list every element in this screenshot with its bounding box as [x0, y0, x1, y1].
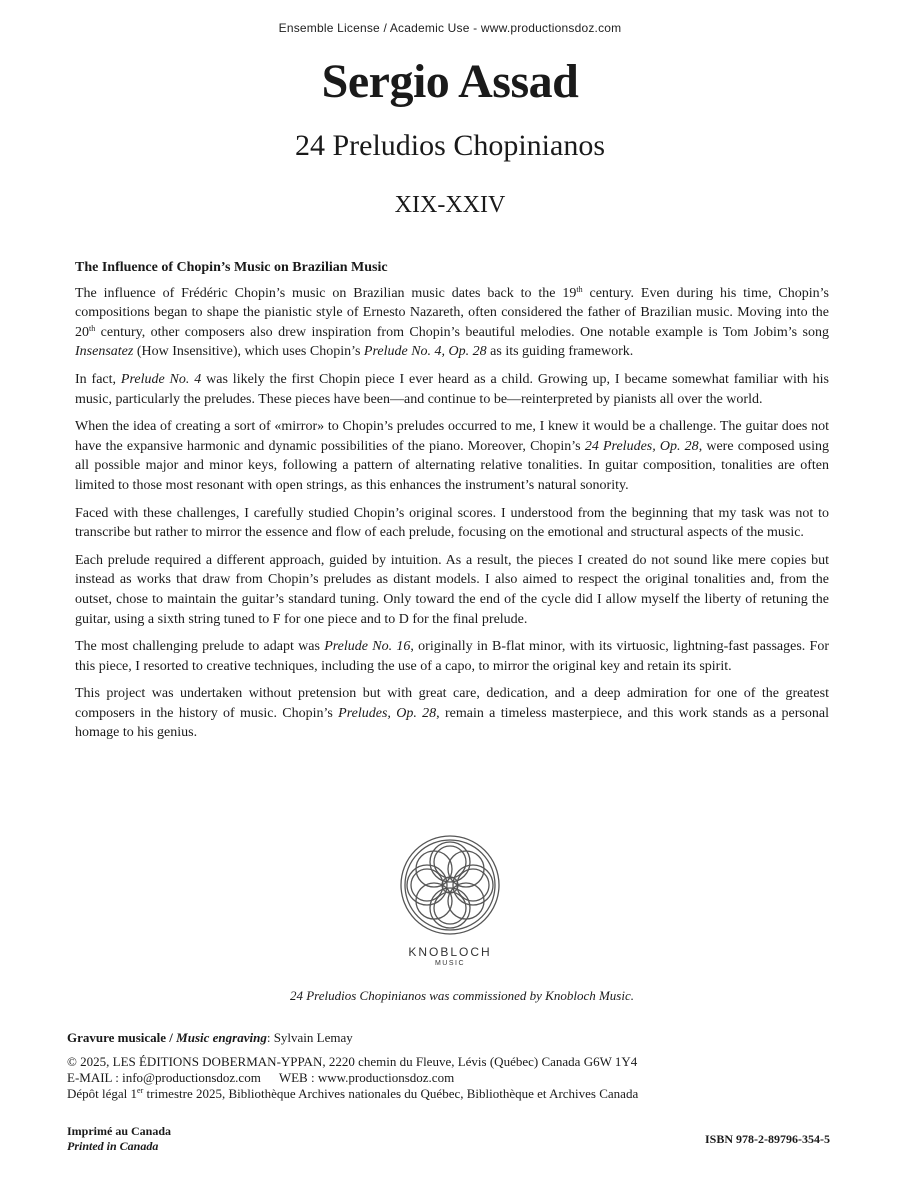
license-notice: Ensemble License / Academic Use - www.productionsdoz.com	[278, 21, 622, 35]
logo-subtitle: MUSIC	[434, 960, 466, 967]
engraving-label-fr: Gravure musicale /	[67, 1030, 173, 1045]
isbn: ISBN 978-2-89796-354-5	[705, 1132, 830, 1146]
essay-paragraph-2	[75, 370, 829, 409]
text: , remain a timeless masterpiece, and this work stands as a personal homage to his genius.	[75, 705, 829, 741]
text: The most challenging prelude to adapt was	[75, 639, 325, 655]
superscript: er	[137, 1086, 144, 1095]
essay-paragraph-1	[75, 284, 829, 362]
essay-paragraph-3	[75, 417, 829, 495]
legal-deposit-line	[67, 1086, 847, 1102]
engraving-label-en: Music engraving	[176, 1030, 267, 1045]
logo-name: KNOBLOCH	[408, 945, 492, 959]
web-text: WEB : www.productionsdoz.com	[278, 1070, 455, 1085]
text: , were composed using all possible major and minor keys, following a pattern of alternating relative tonalities. In guitar composition, tonalities are often limited to those most resonant with open strings, as this enhances the instrument’s natural sonority.	[75, 438, 829, 493]
work-title: 24 Preludios Chopinianos	[294, 129, 605, 162]
superscript: th	[576, 284, 583, 294]
text: When the idea of creating a sort of «mirror» to Chopin’s preludes occurred to me, I knew it would be a challenge. The guitar does not have the expansive harmonic and dynamic possibilities of the piano. Moreover, Chopin’s	[75, 419, 829, 454]
contact-line	[67, 1070, 847, 1086]
essay	[75, 258, 829, 751]
essay-paragraph-7	[75, 684, 829, 743]
credits	[67, 1030, 847, 1102]
copyright-line: © 2025, LES ÉDITIONS DOBERMAN-YPPAN, 2220 chemin du Fleuve, Lévis (Québec) Canada G6W 1Y4	[67, 1054, 638, 1069]
printed-in	[67, 1124, 171, 1154]
text: century. Even during his time, Chopin’s compositions began to shape the pianistic style of Ernesto Nazareth, often considered the father of Brazilian music. Moving into the 20	[75, 285, 829, 340]
work-reference: Prelude No. 4	[120, 371, 202, 387]
work-reference: Prelude No. 4, Op. 28	[363, 344, 487, 360]
text: was likely the first Chopin piece I ever heard as a child. Growing up, I became somewhat familiar with his music, particularly the preludes. These pieces have been—and continue to be—reinterpreted by pianists all over the world.	[75, 371, 829, 407]
engraver-name: : Sylvain Lemay	[266, 1030, 353, 1045]
publisher-logo	[393, 832, 507, 972]
work-reference: Prelude No. 16	[324, 639, 411, 655]
essay-heading: The Influence of Chopin’s Music on Brazilian Music	[75, 260, 388, 275]
volume-range: XIX-XXIV	[394, 192, 506, 218]
essay-paragraph-4: Faced with these challenges, I carefully studied Chopin’s original scores. I understood from the beginning that my task was not to transcribe but rather to mirror the essence and flow of each prelude, focusing on the emotional and structural aspects of the music.	[75, 505, 829, 541]
composer-name: Sergio Assad	[321, 55, 579, 108]
text: The influence of Frédéric Chopin’s music on Brazilian music dates back to the 19	[75, 285, 577, 301]
email-text: E-MAIL : info@productionsdoz.com	[67, 1070, 261, 1085]
superscript: th	[89, 323, 96, 333]
work-reference: 24 Preludes, Op. 28	[584, 438, 699, 454]
text: This project was undertaken without pretension but with great care, dedication, and a deep admiration for one of the greatest composers in the history of music. Chopin’s	[75, 686, 829, 721]
commission-note: 24 Preludios Chopinianos was commissioned by Knobloch Music.	[289, 988, 634, 1003]
celtic-knot-icon	[397, 832, 503, 938]
essay-paragraph-6	[75, 637, 829, 676]
text: century, other composers also drew inspiration from Chopin’s beautiful melodies. One notable example is Tom Jobim’s song	[95, 324, 829, 340]
essay-paragraph-5: Each prelude required a different approach, guided by intuition. As a result, the pieces I created do not sound like mere copies but instead as works that draw from Chopin’s preludes as distant models. I also aimed to respect the original tonalities and, from the outset, chose to maintain the guitar’s standard tuning. Only toward the end of the cycle did I allow myself the liberty of retuning the guitar, using a sixth string tuned to F for one piece and to D for the final prelude.	[75, 552, 829, 627]
work-reference: Preludes, Op. 28	[338, 705, 437, 721]
song-title: Insensatez	[75, 344, 134, 360]
text: trimestre 2025, Bibliothèque Archives nationales du Québec, Bibliothèque et Archives Canada	[143, 1086, 639, 1101]
printed-en: Printed in Canada	[67, 1139, 159, 1153]
engraving-credit	[67, 1030, 847, 1046]
text: In fact,	[75, 371, 121, 387]
text: Dépôt légal 1	[67, 1086, 138, 1101]
text: (How Insensitive), which uses Chopin’s	[133, 344, 364, 360]
text: as its guiding framework.	[486, 344, 634, 360]
printed-fr: Imprimé au Canada	[67, 1124, 172, 1138]
text: , originally in B-flat minor, with its virtuosic, lightning-fast passages. For this piece, I resorted to creative techniques, including the use of a capo, to mirror the original key and retain its spirit.	[75, 639, 830, 674]
